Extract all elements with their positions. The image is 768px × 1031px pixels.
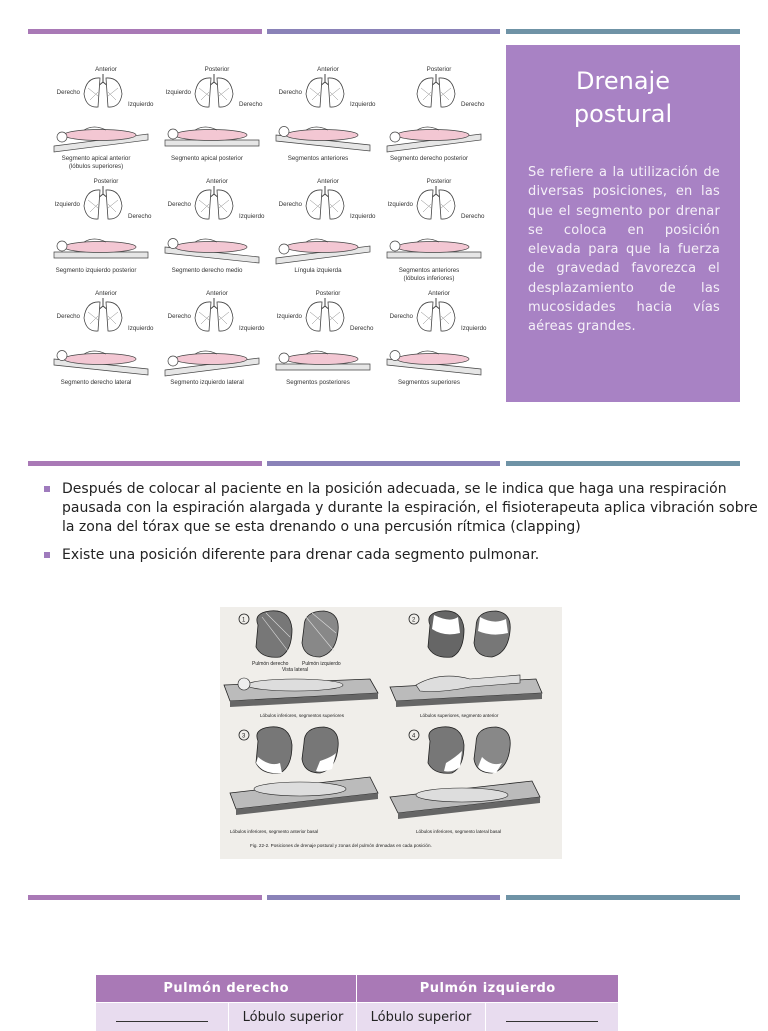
figure-number: 1 bbox=[242, 618, 246, 624]
lungs-drawing bbox=[417, 186, 455, 219]
title-panel bbox=[506, 45, 740, 402]
orientation-label: Anterior bbox=[95, 290, 117, 297]
bullet-list bbox=[44, 480, 768, 574]
lungs-drawing bbox=[84, 186, 122, 219]
bullet-item: Después de colocar al paciente en la posición adecuada, se le indica que haga una respiración pausada con la espiración alargada y durante la espiración, el fisioterapeuta aplica vibración sobre la zona del tórax que se esta drenando o una percusión rítmica (clapping) bbox=[44, 480, 768, 537]
panel-caption: Segmento izquierdo posterior bbox=[56, 267, 137, 274]
drainage-panel bbox=[165, 178, 265, 274]
divider-bar-teal bbox=[506, 895, 740, 900]
left-lung-label: Pulmón izquierdo bbox=[302, 661, 341, 667]
panel-caption: Segmentos anteriores bbox=[288, 155, 349, 162]
panel-caption: Língula izquierda bbox=[294, 267, 342, 274]
title-line-2: postural bbox=[506, 98, 740, 131]
panel-caption: Segmento apical anterior bbox=[62, 155, 131, 162]
side-label: Derecho bbox=[57, 313, 81, 320]
patient-drawing bbox=[276, 351, 370, 370]
side-label: Derecho bbox=[128, 213, 152, 220]
lungs-drawing bbox=[306, 74, 344, 107]
figure-number: 4 bbox=[412, 734, 416, 740]
side-label: Derecho bbox=[461, 213, 485, 220]
orientation-label: Posterior bbox=[94, 178, 119, 185]
quadrant-caption: Lóbulos inferiores, segmento lateral basal bbox=[416, 829, 501, 834]
patient-drawing bbox=[165, 351, 259, 376]
drainage-panel bbox=[54, 178, 152, 274]
drainage-panel bbox=[165, 290, 265, 386]
drainage-panel bbox=[387, 290, 487, 386]
fill-in-blank bbox=[116, 1009, 208, 1022]
panel-caption: Segmento izquierdo lateral bbox=[170, 379, 244, 386]
lungs-drawing bbox=[195, 186, 233, 219]
divider-bar-purple bbox=[28, 29, 262, 34]
lungs-drawing bbox=[306, 298, 344, 331]
side-label: Izquierdo bbox=[128, 325, 154, 332]
side-label: Derecho bbox=[279, 201, 303, 208]
side-label: Izquierdo bbox=[350, 101, 376, 108]
lateral-view-label: Vista lateral bbox=[282, 667, 308, 673]
postural-drainage-illustration bbox=[44, 62, 489, 398]
orientation-label: Anterior bbox=[428, 290, 450, 297]
side-label: Derecho bbox=[279, 89, 303, 96]
table-cell: Lóbulo superior bbox=[229, 1003, 357, 1031]
panel-caption: (lóbulos inferiores) bbox=[404, 275, 455, 282]
patient-drawing bbox=[54, 239, 148, 258]
side-label: Izquierdo bbox=[277, 313, 303, 320]
side-label: Izquierdo bbox=[350, 213, 376, 220]
divider-bar-violet bbox=[267, 895, 500, 900]
divider-bar-purple bbox=[28, 895, 262, 900]
figure-number: 2 bbox=[412, 618, 416, 624]
orientation-label: Posterior bbox=[316, 290, 341, 297]
patient-drawing bbox=[387, 127, 481, 152]
header-right-lung: Pulmón derecho bbox=[96, 975, 357, 1003]
panel-caption: Segmentos anteriores bbox=[399, 267, 460, 274]
patient-drawing bbox=[276, 127, 370, 152]
orientation-label: Posterior bbox=[205, 66, 230, 73]
table-cell: Lóbulo superior bbox=[357, 1003, 485, 1031]
lungs-drawing bbox=[84, 74, 122, 107]
patient-drawing bbox=[54, 127, 148, 152]
right-lung-label: Pulmón derecho bbox=[252, 661, 289, 667]
divider-bar-purple bbox=[28, 461, 262, 466]
blank-cell bbox=[96, 1003, 229, 1031]
figure-number: 3 bbox=[242, 734, 246, 740]
side-label: Derecho bbox=[168, 201, 192, 208]
panel-caption: Segmento derecho lateral bbox=[61, 379, 132, 386]
drainage-panel bbox=[387, 178, 485, 282]
divider-bar-violet bbox=[267, 461, 500, 466]
fill-in-blank bbox=[506, 1009, 598, 1022]
divider-bar-teal bbox=[506, 29, 740, 34]
lungs-drawing bbox=[195, 74, 233, 107]
lungs-drawing bbox=[417, 74, 455, 107]
side-label: Derecho bbox=[168, 313, 192, 320]
drainage-positions-figure bbox=[220, 607, 562, 859]
header-left-lung: Pulmón izquierdo bbox=[357, 975, 619, 1003]
table-header-row bbox=[96, 975, 619, 1003]
divider-bar-violet bbox=[267, 29, 500, 34]
lungs-drawing bbox=[195, 298, 233, 331]
patient-drawing bbox=[165, 127, 259, 146]
patient-drawing bbox=[387, 351, 481, 376]
panel-caption: Segmentos superiores bbox=[398, 379, 460, 386]
quadrant-caption: Lóbulos inferiores, segmentos superiores bbox=[260, 713, 345, 718]
panel-caption: (lóbulos superiores) bbox=[69, 163, 123, 170]
drainage-panel bbox=[54, 66, 154, 170]
drainage-panel bbox=[387, 66, 485, 162]
side-label: Izquierdo bbox=[128, 101, 154, 108]
patient-drawing bbox=[165, 239, 259, 264]
side-label: Derecho bbox=[390, 313, 414, 320]
lungs-drawing bbox=[417, 298, 455, 331]
orientation-label: Posterior bbox=[427, 66, 452, 73]
drainage-panel bbox=[276, 66, 376, 162]
drainage-panel bbox=[276, 290, 374, 386]
orientation-label: Anterior bbox=[95, 66, 117, 73]
table-row bbox=[96, 1003, 619, 1031]
side-label: Derecho bbox=[57, 89, 81, 96]
panel-caption: Segmento derecho posterior bbox=[390, 155, 468, 162]
orientation-label: Anterior bbox=[317, 66, 339, 73]
slide-title bbox=[506, 65, 740, 131]
side-label: Derecho bbox=[239, 101, 263, 108]
side-label: Izquierdo bbox=[239, 325, 265, 332]
patient-drawing bbox=[387, 239, 481, 258]
patient-drawing bbox=[276, 239, 370, 264]
side-label: Izquierdo bbox=[239, 213, 265, 220]
panel-caption: Segmento derecho medio bbox=[172, 267, 243, 274]
quadrant-caption: Lóbulos inferiores, segmento anterior basal bbox=[230, 829, 318, 834]
orientation-label: Anterior bbox=[317, 178, 339, 185]
side-label: Derecho bbox=[350, 325, 374, 332]
divider-bar-teal bbox=[506, 461, 740, 466]
quadrant-caption: Lóbulos superiores, segmento anterior bbox=[420, 713, 499, 718]
drainage-panel bbox=[276, 178, 376, 274]
drainage-panel bbox=[54, 290, 154, 386]
side-label: Izquierdo bbox=[55, 201, 81, 208]
orientation-label: Posterior bbox=[427, 178, 452, 185]
blank-cell bbox=[485, 1003, 618, 1031]
side-label: Izquierdo bbox=[461, 325, 487, 332]
figure-caption: Fig. 22-2. Posiciones de drenaje postural y zonas del pulmón drenadas en cada posición. bbox=[250, 843, 432, 848]
side-label: Izquierdo bbox=[388, 201, 414, 208]
lungs-drawing bbox=[306, 186, 344, 219]
title-line-1: Drenaje bbox=[506, 65, 740, 98]
panel-caption: Segmentos posteriores bbox=[286, 379, 350, 386]
orientation-label: Anterior bbox=[206, 178, 228, 185]
lungs-drawing bbox=[84, 298, 122, 331]
panel-caption: Segmento apical posterior bbox=[171, 155, 243, 162]
side-label: Izquierdo bbox=[166, 89, 192, 96]
drainage-panel bbox=[165, 66, 263, 162]
bullet-item: Existe una posición diferente para drenar cada segmento pulmonar. bbox=[44, 546, 768, 565]
orientation-label: Anterior bbox=[206, 290, 228, 297]
patient-drawing bbox=[54, 351, 148, 376]
slide-description: Se refiere a la utilización de diversas posiciones, en las que el segmento por drenar se coloca en posición elevada para que la fuerza de gravedad favorezca el desplazamiento de las mucosidades hacia vías aéreas grandes. bbox=[528, 163, 720, 337]
lung-lobes-table bbox=[96, 975, 619, 1031]
side-label: Derecho bbox=[461, 101, 485, 108]
